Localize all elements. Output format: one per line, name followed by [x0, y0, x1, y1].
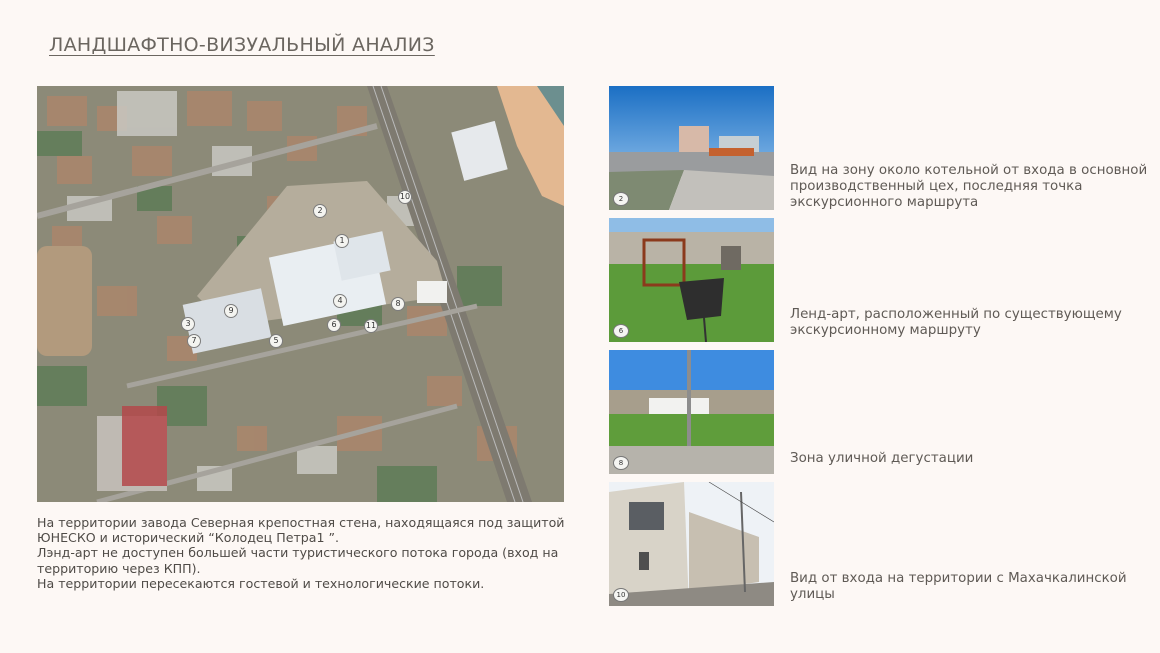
photo-number-badge: 2 — [613, 192, 629, 206]
map-marker-9: 9 — [224, 304, 238, 318]
caption-tasting-zone: Зона уличной дегустации — [790, 451, 974, 466]
caption-boiler-zone: Вид на зону около котельной от входа в основной производственный цех, последняя точка экскурсионного маршрута — [790, 163, 1148, 210]
page-title: ЛАНДШАФТНО-ВИЗУАЛЬНЫЙ АНАЛИЗ — [49, 34, 435, 56]
map-marker-5: 5 — [269, 334, 283, 348]
aerial-map-image — [37, 86, 564, 502]
description-line-3: На территории пересекаются гостевой и технологические потоки. — [37, 575, 485, 591]
photo-number-badge: 6 — [613, 324, 629, 338]
map-marker-10: 10 — [398, 190, 412, 204]
description-line-2: Лэнд-арт не доступен большей части туристического потока города (вход на территорию через КПП). — [37, 545, 563, 576]
photo-number-badge: 10 — [613, 588, 629, 602]
map-marker-7: 7 — [187, 334, 201, 348]
aerial-map — [37, 86, 564, 502]
caption-entrance: Вид от входа на территории с Махачкалинской улицы — [790, 571, 1127, 602]
map-marker-8: 8 — [391, 297, 405, 311]
description-line-1: На территории завода Северная крепостная стена, находящаяся под защитой ЮНЕСКО и исторический “Колодец Петра1 ”. — [37, 515, 569, 546]
map-marker-11: 11 — [364, 319, 378, 333]
map-marker-4: 4 — [333, 294, 347, 308]
map-marker-3: 3 — [181, 317, 195, 331]
photo-number-badge: 8 — [613, 456, 629, 470]
photo-entrance — [609, 482, 774, 606]
description-text — [37, 515, 577, 591]
map-marker-2: 2 — [313, 204, 327, 218]
map-marker-6: 6 — [327, 318, 341, 332]
photo-boiler-zone — [609, 86, 774, 210]
photo-tasting-zone — [609, 350, 774, 474]
caption-land-art: Ленд-арт, расположенный по существующему экскурсионному маршруту — [790, 307, 1122, 338]
map-marker-1: 1 — [335, 234, 349, 248]
photo-land-art — [609, 218, 774, 342]
